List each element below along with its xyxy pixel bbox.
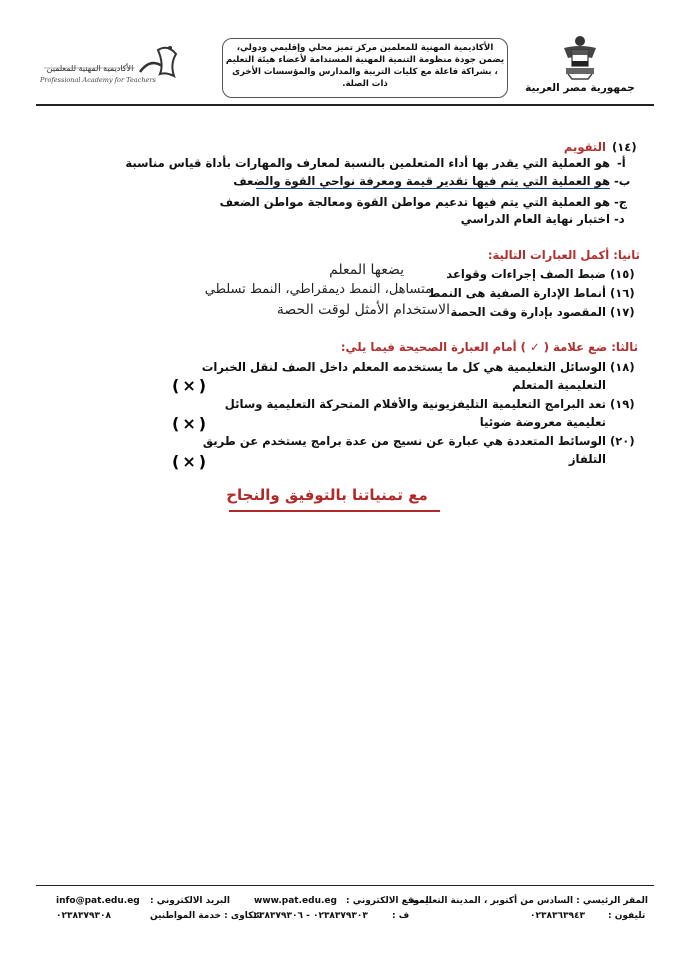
website-value: www.pat.edu.eg	[254, 896, 337, 906]
q14-number: (١٤)	[612, 140, 637, 154]
q15-answer: يضعها المعلم	[329, 262, 404, 278]
closing-message: مع تمنياتنا بالتوفيق والنجاح	[226, 486, 428, 504]
q19-mark: (×)	[172, 414, 210, 433]
footer-divider	[36, 885, 654, 886]
email-label: البريد الالكتروني :	[150, 896, 230, 906]
q17-number: (١٧)	[610, 305, 635, 319]
header-divider	[36, 104, 654, 106]
closing-underline	[229, 510, 440, 512]
q19-line2: تعليمية معروضة ضوئيا	[479, 415, 606, 429]
q18-line2: التعليمية المتعلم	[512, 378, 606, 392]
q19-line1: تعد البرامج التعليمية التليفزيونية والأفلام المتحركة التعليمية وسائل	[224, 397, 606, 411]
q14-option-c-letter: ج-	[614, 195, 628, 209]
q15-text: ضبط الصف إجراءات وقواعد	[446, 267, 606, 281]
section2-title: ثانيا: أكمل العبارات التالية:	[487, 248, 640, 262]
q16-number: (١٦)	[610, 286, 635, 300]
q20-line2: التلفاز	[568, 452, 606, 466]
country-name: جمهورية مصر العربية	[525, 82, 635, 94]
academy-name-en: Professional Academy for Teachers	[40, 76, 156, 84]
academy-name-ar: الأكاديمية المهنية للمعلمين	[46, 64, 134, 73]
q14-option-d: اختبار نهاية العام الدراسي	[460, 212, 610, 226]
q14-option-a-letter: أ-	[617, 156, 626, 170]
q14-option-c: هو العملية التي يتم فيها تدعيم مواطن القوة ومعالجة مواطن الضعف	[219, 195, 610, 209]
phone-value: ٠٢٣٨٣٦٣٩٤٣	[530, 911, 585, 921]
q14-option-b: هو العملية التي يتم فيها تقدير قيمة ومعرفة نواحي القوة والضعف	[233, 174, 610, 188]
q14-option-b-letter: ب-	[614, 174, 631, 188]
q18-mark: (×)	[172, 376, 210, 395]
q20-line1: الوسائط المتعددة هي عبارة عن نسيج من عدة برامج يستخدم عن طريق	[202, 434, 606, 448]
q17-answer: الاستخدام الأمثل لوقت الحصة	[276, 302, 450, 318]
section3-title: ثالثا: ضع علامة ( ✓ ) أمام العبارة الصحيحة فيما يلي:	[340, 340, 638, 354]
email-value: info@pat.edu.eg	[56, 896, 140, 906]
address: المقر الرئيسي : السادس من أكتوبر ، المدينة التعليمية	[409, 896, 648, 906]
q18-number: (١٨)	[610, 360, 635, 374]
q18-line1: الوسائل التعليمية هي كل ما يستخدمه المعلم داخل الصف لنقل الخبرات	[201, 360, 606, 374]
q15-number: (١٥)	[610, 267, 635, 281]
fax-label: ف :	[392, 911, 410, 921]
q16-answer: متساهل، النمط ديمقراطي، النمط تسلطي	[204, 282, 432, 297]
q20-mark: (×)	[172, 452, 210, 471]
q14-title: التقويم	[563, 140, 606, 154]
q16-text: أنماط الإدارة الصفية هى النمط	[428, 286, 606, 300]
website-label: الموقع الالكتروني :	[346, 896, 432, 906]
q14-option-d-letter: د-	[614, 212, 625, 226]
q19-number: (١٩)	[610, 397, 635, 411]
fax-value: ٠٢٣٨٣٧٩٣٠٣ - ٠٢٣٨٣٧٩٣٠٦	[248, 911, 368, 921]
academy-statement-box	[222, 38, 508, 98]
q17-text: المقصود بإدارة وقت الحصة	[450, 305, 606, 319]
hotline-label: شكاوى : خدمة المواطنين	[150, 911, 263, 921]
egypt-eagle-emblem	[560, 34, 600, 80]
phone-label: تليفون :	[608, 911, 646, 921]
hotline-value: ٠٢٣٨٣٧٩٣٠٨	[56, 911, 111, 921]
academy-statement: الأكاديمية المهنية للمعلمين مركز تميز محلي وإقليمي ودولي، يضمن جودة منظومة التنمية المهنية المستدامة لأعضاء هيئة التعليم ، بشراكة فاعلة مع كليات التربية والمدارس والمؤسسات الأخرى ذات الصلة.	[225, 43, 505, 89]
q14-option-a: هو العملية التي يقدر بها أداء المتعلمين بالنسبة لمعارف والمهارات بأداة قياس مناسبة	[125, 156, 610, 170]
q20-number: (٢٠)	[610, 434, 635, 448]
